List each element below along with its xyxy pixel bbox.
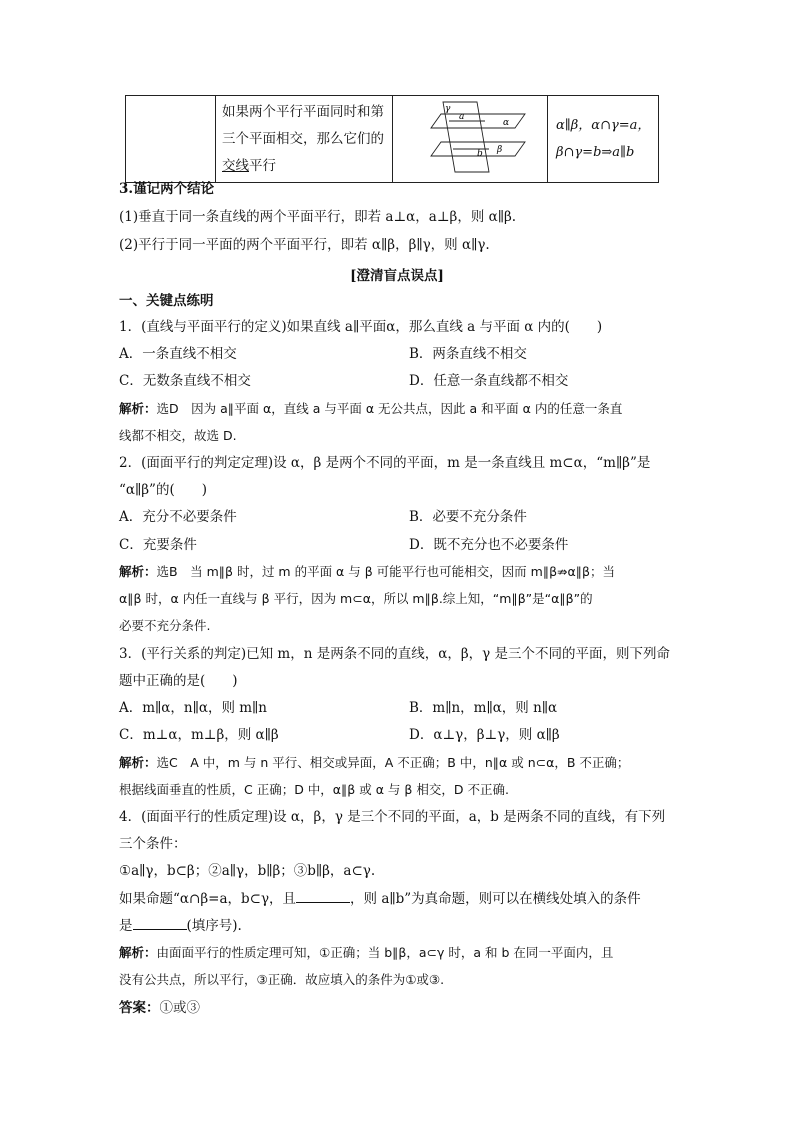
- answer-label: 答案：: [119, 1000, 160, 1016]
- q1-analysis-cont: 线都不相交，故选 D.: [119, 428, 237, 443]
- section-heading: [澄清盲点误点]: [350, 268, 444, 284]
- planes-figure: [393, 96, 547, 178]
- desc-line: 如果两个平行平面同时和第: [222, 103, 384, 120]
- q1-option-b: B．两条直线不相交: [409, 346, 527, 362]
- q3-option-b: B．m∥n，m∥α，则 n∥α: [409, 700, 558, 716]
- q2-stem: 2．(面面平行的判定定理)设 α，β 是两个不同的平面，m 是一条直线且 m⊂α，“m∥β”是: [119, 455, 651, 471]
- q3-analysis: [119, 754, 629, 772]
- formula-line: β∩γ=b⇒a∥b: [556, 145, 635, 160]
- conclusion-1: (1)垂直于同一条直线的两个平面平行，即若 a⊥α，a⊥β，则 α∥β.: [119, 209, 517, 225]
- q3-option-a: A．m∥α，n∥α，则 m∥n: [119, 700, 267, 716]
- q2-analysis: [119, 563, 615, 581]
- q2-option-b: B．必要不充分条件: [409, 509, 527, 525]
- desc-line: 三个平面相交，那么它们的: [222, 130, 384, 147]
- q3-option-d: D．α⊥γ，β⊥γ，则 α∥β: [409, 727, 560, 743]
- q4-stem-part: 是: [119, 918, 133, 934]
- analysis-text: 选C A 中，m 与 n 平行、相交或异面，A 不正确；B 中，n∥α 或 n⊂α，B 不正确；: [156, 755, 630, 770]
- q4-stem-part: 如果命题“α∩β=a，b⊂γ，且: [119, 891, 297, 907]
- q4-stem: 4．(面面平行的性质定理)设 α，β，γ 是三个不同的平面，a，b 是两条不同的直线，有下列: [119, 809, 666, 825]
- table-formula-cell: [548, 96, 659, 183]
- q4-stem-line3: [119, 890, 641, 908]
- analysis-label: 解析：: [119, 945, 157, 960]
- q3-analysis-cont: 根据线面垂直的性质，C 正确；D 中，α∥β 或 α 与 β 相交，D 不正确.: [119, 782, 509, 797]
- analysis-text: 由面面平行的性质定理可知，①正确；当 b∥β，a⊂γ 时，a 和 b 在同一平面内，且: [156, 945, 614, 960]
- q1-stem: 1．(直线与平面平行的定义)如果直线 a∥平面α，那么直线 a 与平面 α 内的( ): [119, 319, 603, 335]
- answer-text: ①或③: [159, 1000, 200, 1016]
- theorem-table: [125, 95, 659, 183]
- q4-analysis: [119, 944, 613, 962]
- table-description-cell: [216, 96, 393, 183]
- desc-line: 平行: [249, 157, 276, 174]
- formula-line: α∥β，α∩γ=a，: [556, 118, 651, 133]
- q1-option-c: C．无数条直线不相交: [119, 373, 251, 389]
- fill-blank: [133, 917, 187, 930]
- q4-conditions: ①a∥γ，b⊂β；②a∥γ，b∥β；③b∥β，a⊂γ.: [119, 863, 376, 879]
- analysis-text: 选B 当 m∥β 时，过 m 的平面 α 与 β 可能平行也可能相交，因而 m∥β⇏α∥β；当: [156, 564, 615, 579]
- desc-underlined: 交线: [222, 157, 249, 174]
- label-alpha: α: [503, 118, 510, 128]
- table-figure-cell: [393, 96, 548, 183]
- table-row: [126, 96, 659, 183]
- q2-analysis-cont: 必要不充分条件.: [119, 618, 211, 633]
- analysis-label: 解析：: [119, 755, 157, 770]
- analysis-label: 解析：: [119, 564, 157, 579]
- analysis-label: 解析：: [119, 401, 157, 416]
- q2-option-a: A．充分不必要条件: [119, 509, 237, 525]
- q4-answer: [119, 999, 200, 1017]
- q3-stem-cont: 题中正确的是( ): [119, 673, 238, 689]
- q2-stem-cont: “α∥β”的( ): [119, 482, 207, 498]
- q4-stem-part: ，则 a∥b”为真命题，则可以在横线处填入的条件: [350, 891, 641, 907]
- q1-option-d: D．任意一条直线都不相交: [409, 373, 569, 389]
- q2-option-d: D．既不充分也不必要条件: [409, 537, 569, 553]
- conclusion-2: (2)平行于同一平面的两个平面平行，即若 α∥β，β∥γ，则 α∥γ.: [119, 237, 490, 253]
- q4-stem-cont: 三个条件：: [119, 836, 187, 852]
- q3-stem: 3．(平行关系的判定)已知 m，n 是两条不同的直线，α，β，γ 是三个不同的平面，则下列命: [119, 646, 670, 662]
- subheading: 一、关键点练明: [119, 293, 214, 309]
- label-gamma: γ: [445, 104, 451, 114]
- q2-option-c: C．充要条件: [119, 537, 197, 553]
- q4-stem-line4: [119, 917, 242, 935]
- label-a: a: [459, 112, 465, 122]
- fill-blank: [296, 890, 350, 903]
- label-beta: β: [497, 145, 503, 155]
- section-title: 3.谨记两个结论: [119, 181, 215, 197]
- analysis-text: 选D 因为 a∥平面 α，直线 a 与平面 α 无公共点，因此 a 和平面 α 内的任意一条直: [156, 401, 623, 416]
- q2-analysis-cont: α∥β 时，α 内任一直线与 β 平行，因为 m⊂α，所以 m∥β.综上知，“m∥β”是“α∥β”的: [119, 591, 593, 606]
- q3-option-c: C．m⊥α，m⊥β，则 α∥β: [119, 727, 279, 743]
- q4-stem-part: (填序号).: [186, 918, 242, 934]
- table-empty-cell: [126, 96, 216, 183]
- q1-analysis: [119, 400, 622, 418]
- label-b: b: [477, 149, 483, 159]
- q4-analysis-cont: 没有公共点，所以平行，③正确．故应填入的条件为①或③.: [119, 972, 445, 987]
- q1-option-a: A．一条直线不相交: [119, 346, 237, 362]
